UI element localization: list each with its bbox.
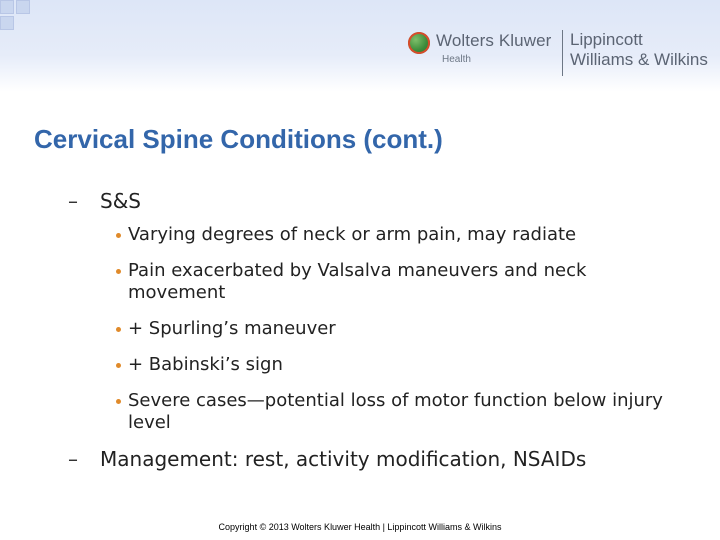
logo-imprint <box>570 30 708 70</box>
bullet-dot <box>116 233 121 238</box>
list-item-text: + Babinski’s sign <box>128 354 283 375</box>
decorative-square <box>0 0 14 14</box>
bullet-dot <box>116 327 121 332</box>
logo-division: Health <box>442 54 471 65</box>
list-item-text: Varying degrees of neck or arm pain, may radiate <box>128 224 577 245</box>
bullet-dot <box>116 399 121 404</box>
list-item-text: Severe cases—potential loss of motor function below injury level <box>128 390 663 433</box>
list-item-text: + Spurling’s maneuver <box>128 318 336 339</box>
bullet-dot <box>116 269 121 274</box>
logo-divider <box>562 30 563 76</box>
globe-icon <box>408 32 430 54</box>
slide-title: Cervical Spine Conditions (cont.) <box>34 124 443 154</box>
logo-imprint-line2: Williams & Wilkins <box>570 50 708 69</box>
bullet-dot <box>116 363 121 368</box>
list-item-text: Pain exacerbated by Valsalva maneuvers and neck movement <box>128 260 587 303</box>
dash-bullet: – <box>68 189 78 213</box>
list-item-text: S&S <box>100 189 141 213</box>
decorative-square <box>16 0 30 14</box>
logo-imprint-line1: Lippincott <box>570 30 643 49</box>
list-item-text: Management: rest, activity modification, NSAIDs <box>100 447 587 471</box>
decorative-square <box>0 16 14 30</box>
footer-copyright: Copyright © 2013 Wolters Kluwer Health | Lippincott Williams & Wilkins <box>218 522 502 532</box>
logo-company: Wolters Kluwer <box>436 31 552 50</box>
publisher-logo <box>408 28 718 80</box>
dash-bullet: – <box>68 447 78 471</box>
